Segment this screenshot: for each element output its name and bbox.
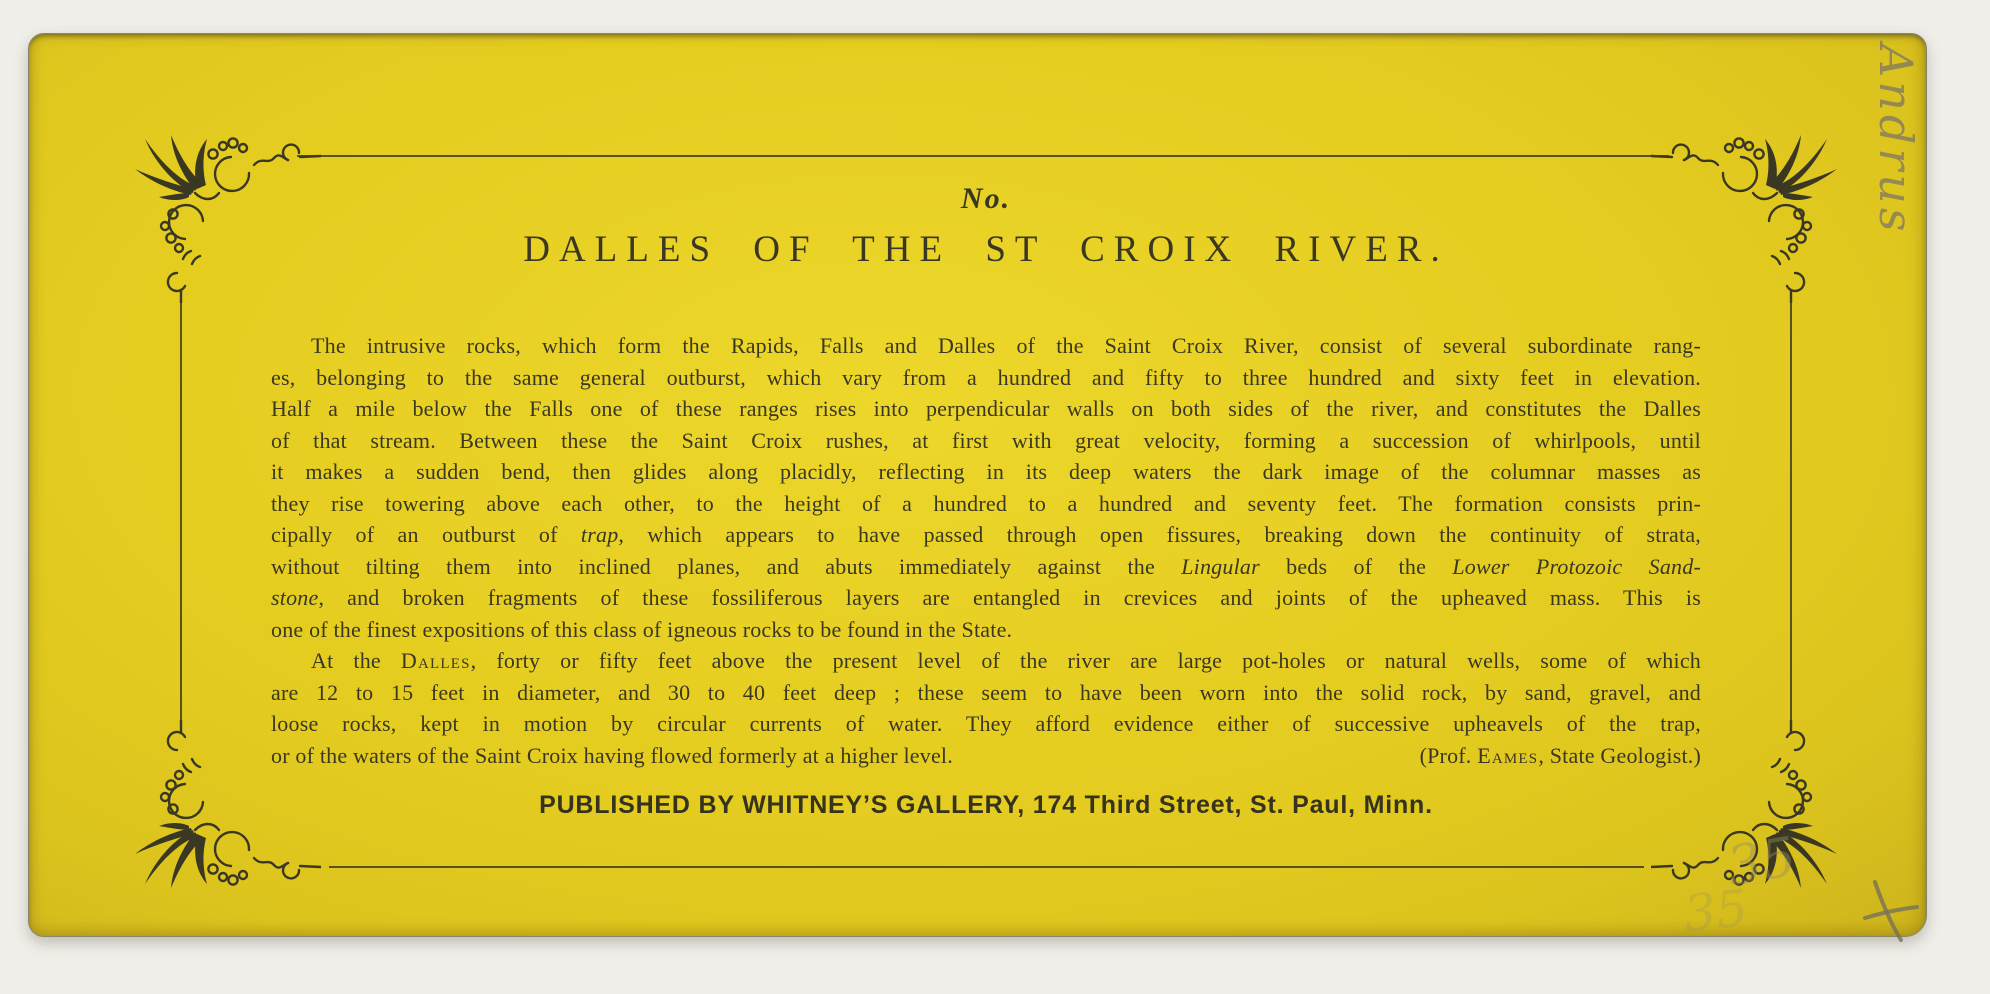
text-segment: , State Geologist.)	[1538, 742, 1701, 768]
text-segment: Lingular	[1181, 553, 1260, 579]
text-segment: loose rocks, kept in motion by circular currents of water. They afford evidence either of successive upheavels of the trap,	[271, 711, 1701, 736]
frame-rule-left	[180, 296, 182, 728]
text-line	[271, 362, 1701, 394]
handwritten-owner-name: Andrus	[1869, 44, 1923, 236]
text-line	[271, 425, 1701, 457]
text-segment: , which appears to have passed through open fissures, breaking down the continuity of strata,	[618, 522, 1701, 547]
text-line	[271, 677, 1701, 709]
text-line	[271, 330, 1701, 362]
text-line	[271, 456, 1701, 488]
pencil-cross-mark-icon	[1861, 876, 1921, 946]
text-segment: (Prof.	[1419, 742, 1478, 768]
text-line	[271, 519, 1701, 551]
text-segment: one of the finest expositions of this class of igneous rocks to be found in the State.	[271, 616, 1013, 642]
text-line	[271, 708, 1701, 740]
number-label: No.	[960, 182, 1012, 215]
body-text	[271, 330, 1701, 771]
text-segment: Half a mile below the Falls one of these ranges rises into perpendicular walls on both sides of the river, and constitutes the Dalles	[271, 396, 1701, 421]
text-line	[271, 614, 1701, 646]
text-segment: Lower Protozoic Sand-	[1452, 553, 1701, 579]
text-segment: , forty or fifty feet above the present level of the river are large pot-holes or natural wells, some of which	[470, 648, 1701, 673]
text-line	[271, 740, 1701, 772]
frame-rule-top	[297, 155, 1669, 157]
text-segment: are 12 to 15 feet in diameter, and 30 to 40 feet deep ; these seem to have been worn into the solid rock, by sand, gravel, and	[271, 679, 1701, 705]
stereoview-card-back	[28, 33, 1927, 944]
text-segment: beds of the	[1259, 553, 1453, 579]
text-segment: , and broken fragments of these fossiliferous layers are entangled in crevices and joints of the upheaved mass. This is	[318, 585, 1701, 610]
text-segment: without tilting them into inclined planes, and abuts immediately against the	[271, 553, 1182, 579]
text-segment: it makes a sudden bend, then glides along placidly, reflecting in its deep waters the dark image of the columnar masses as	[271, 459, 1701, 484]
text-segment: The intrusive rocks, which form the Rapids, Falls and Dalles of the Saint Croix River, consist of several subordinate rang-	[311, 333, 1701, 358]
text-segment: At the	[311, 648, 401, 673]
text-line	[271, 551, 1701, 583]
frame-rule-bottom	[329, 866, 1644, 868]
text-line	[271, 488, 1701, 520]
text-segment: or of the waters of the Saint Croix having flowed formerly at a higher level.	[271, 742, 953, 768]
text-segment: Eames	[1477, 742, 1539, 768]
text-segment: Dalles	[400, 648, 471, 673]
text-segment: of that stream. Between these the Saint Croix rushes, at first with great velocity, forming a succession of whirlpools, until	[271, 427, 1701, 453]
text-segment: they rise towering above each other, to the height of a hundred to a hundred and seventy feet. The formation consists prin-	[271, 490, 1701, 516]
text-line	[271, 645, 1701, 677]
text-segment: es, belonging to the same general outburst, which vary from a hundred and fifty to three hundred and sixty feet in elevation.	[271, 364, 1701, 390]
pencil-number: 35	[1722, 824, 1801, 899]
pencil-number-ghost: 35	[1681, 878, 1751, 944]
text-line	[271, 582, 1701, 614]
card-title: DALLES OF THE ST CROIX RIVER.	[523, 229, 1449, 270]
text-segment: stone	[271, 585, 319, 610]
text-segment: trap	[580, 522, 619, 547]
publisher-line: PUBLISHED BY WHITNEY’S GALLERY, 174 Third Street, St. Paul, Minn.	[539, 791, 1433, 819]
text-line	[271, 393, 1701, 425]
frame-rule-right	[1790, 296, 1792, 728]
text-segment: cipally of an outburst of	[271, 522, 581, 547]
